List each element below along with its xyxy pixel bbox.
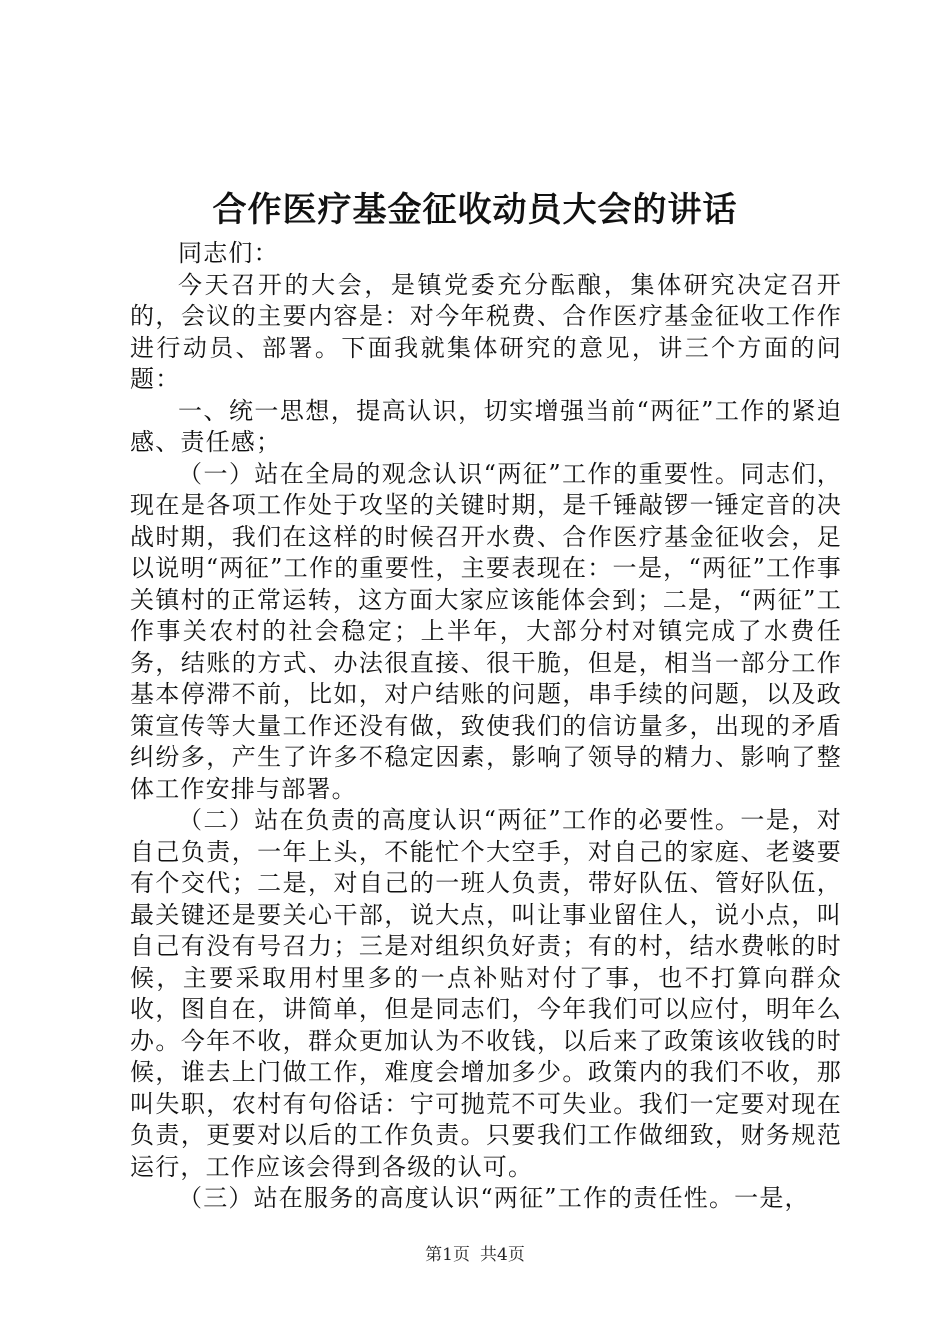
subsection-paragraph-1: （一）站在全局的观念认识“两征”工作的重要性。同志们，现在是各项工作处于攻坚的关键时期，是千锤敲锣一锤定音的决战时期，我们在这样的时候召开水费、合作医疗基金征收会，足以说明“两征”工作的重要性，主要表现在：一是，“两征”工作事关镇村的正常运转，这方面大家应该能体会到；二是，“两征”工作事关农村的社会稳定；上半年，大部分村对镇完成了水费任务，结账的方式、办法很直接、很干脆，但是，相当一部分工作基本停滞不前，比如，对户结账的问题，串手续的问题，以及政策宣传等大量工作还没有做，致使我们的信访量多，出现的矛盾纠纷多，产生了许多不稳定因素，影响了领导的精力、影响了整体工作安排与部署。 (130, 459, 842, 803)
intro-paragraph: 今天召开的大会，是镇党委充分酝酿，集体研究决定召开的，会议的主要内容是：对今年税费、合作医疗基金征收工作作进行动员、部署。下面我就集体研究的意见，讲三个方面的问题： (130, 270, 842, 393)
subsection-paragraph-2: （二）站在负责的高度认识“两征”工作的必要性。一是，对自己负责，一年上头，不能忙个大空手，对自己的家庭、老婆要有个交代；二是，对自己的一班人负责，带好队伍、管好队伍，最关键还是要关心干部，说大点，叫让事业留住人，说小点，叫自己有没有号召力；三是对组织负好责；有的村，结水费帐的时候，主要采取用村里多的一点补贴对付了事，也不打算向群众收，图自在，讲简单，但是同志们，今年我们可以应付，明年么办。今年不收，群众更加认为不收钱，以后来了政策该收钱的时候，谁去上门做工作，难度会增加多少。政策内的我们不收，那叫失职，农村有句俗话：宁可抛荒不可失业。我们一定要对现在负责，更要对以后的工作负责。只要我们工作做细致，财务规范运行，工作应该会得到各级的认可。 (130, 806, 842, 1181)
page-footer (0, 1243, 950, 1267)
section-heading-1: 一、统一思想，提高认识，切实增强当前“两征”工作的紧迫感、责任感； (130, 396, 842, 456)
salutation-paragraph: 同志们： (178, 239, 279, 267)
document-title: 合作医疗基金征收动员大会的讲话 (212, 190, 738, 230)
page-total: 共4页 (480, 1245, 525, 1265)
document-body (130, 238, 842, 1215)
page-number: 第1页 (425, 1245, 470, 1265)
subsection-paragraph-3: （三）站在服务的高度认识“两征”工作的责任性。一是， (178, 1184, 810, 1212)
